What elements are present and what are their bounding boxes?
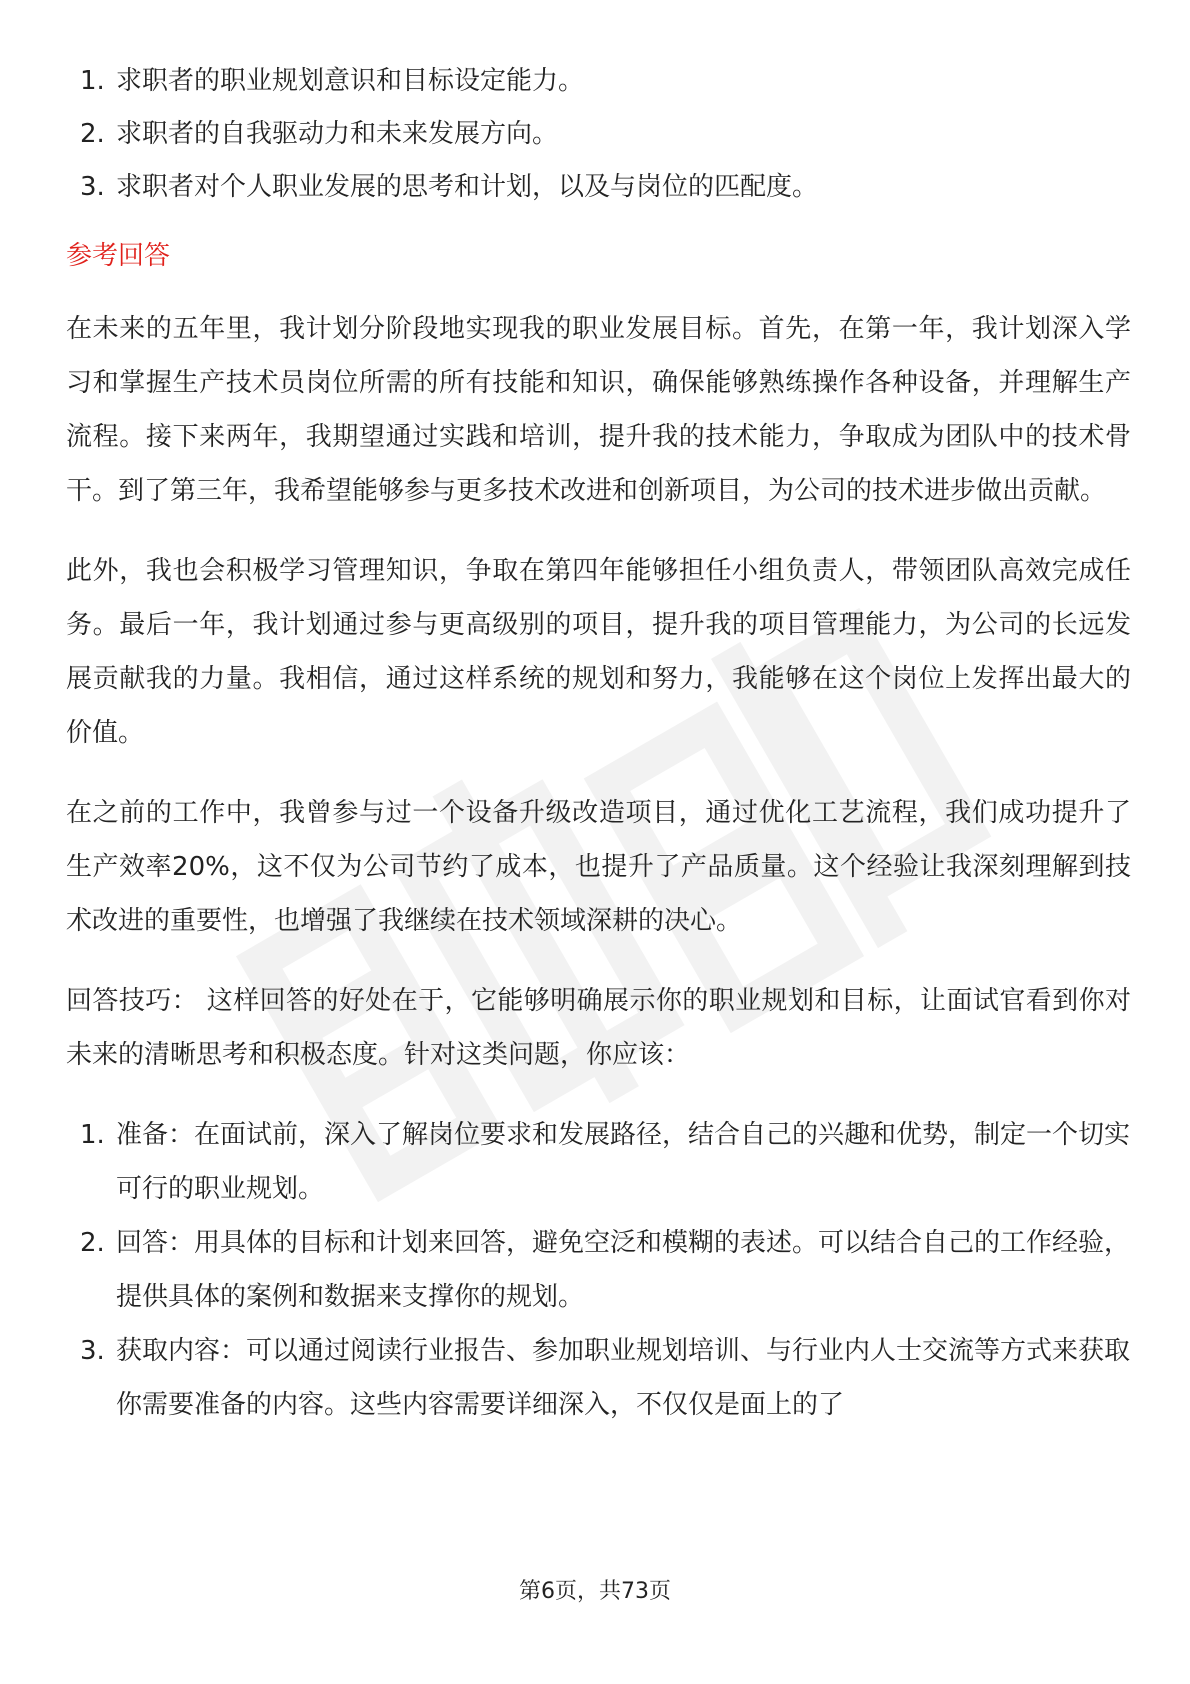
list-number: 2.	[80, 1228, 105, 1258]
answer-paragraph-2: 此外，我也会积极学习管理知识，争取在第四年能够担任小组负责人，带领团队高效完成任务。最后一年，我计划通过参与更高级别的项目，提升我的项目管理能力，为公司的长远发展贡献我的力量。我相信，通过这样系统的规划和努力，我能够在这个岗位上发挥出最大的价值。	[66, 556, 1131, 748]
answer-tips-paragraph: 回答技巧： 这样回答的好处在于，它能够明确展示你的职业规划和目标，让面试官看到你对未来的清晰思考和积极态度。针对这类问题，你应该：	[66, 986, 1131, 1070]
list-number: 2.	[80, 119, 105, 149]
list-item-text: 求职者的职业规划意识和目标设定能力。	[116, 66, 585, 96]
list-number: 3.	[80, 1336, 105, 1366]
list-item-text: 准备：在面试前，深入了解岗位要求和发展路径，结合自己的兴趣和优势，制定一个切实可行的职业规划。	[116, 1120, 1131, 1204]
list-item-text: 求职者的自我驱动力和未来发展方向。	[116, 119, 559, 149]
list-item	[66, 108, 1131, 161]
page-footer: 第6页，共73页	[519, 1579, 671, 1604]
list-item	[66, 1108, 1131, 1216]
section-title: 参考回答	[66, 241, 171, 271]
list-number: 3.	[80, 172, 105, 202]
list-item-text: 获取内容：可以通过阅读行业报告、参加职业规划培训、与行业内人士交流等方式来获取你需要准备的内容。这些内容需要详细深入，不仅仅是面上的了	[116, 1336, 1131, 1420]
list-number: 1.	[80, 1120, 105, 1150]
list-item-text: 求职者对个人职业发展的思考和计划，以及与岗位的匹配度。	[116, 172, 819, 202]
list-item	[66, 1324, 1131, 1432]
tips-list	[66, 1108, 1131, 1432]
list-item-text: 回答：用具体的目标和计划来回答，避免空泛和模糊的表述。可以结合自己的工作经验，提供具体的案例和数据来支撑你的规划。	[116, 1228, 1131, 1312]
evaluation-points-list	[66, 55, 1131, 214]
list-item	[66, 161, 1131, 214]
answer-paragraph-1: 在未来的五年里，我计划分阶段地实现我的职业发展目标。首先，在第一年，我计划深入学习和掌握生产技术员岗位所需的所有技能和知识，确保能够熟练操作各种设备，并理解生产流程。接下来两年，我期望通过实践和培训，提升我的技术能力，争取成为团队中的技术骨干。到了第三年，我希望能够参与更多技术改进和创新项目，为公司的技术进步做出贡献。	[66, 314, 1131, 506]
page-content	[66, 55, 1131, 1432]
answer-paragraph-3: 在之前的工作中，我曾参与过一个设备升级改造项目，通过优化工艺流程，我们成功提升了生产效率20%，这不仅为公司节约了成本，也提升了产品质量。这个经验让我深刻理解到技术改进的重要性，也增强了我继续在技术领域深耕的决心。	[66, 798, 1131, 936]
list-number: 1.	[80, 66, 105, 96]
list-item	[66, 55, 1131, 108]
list-item	[66, 1216, 1131, 1324]
